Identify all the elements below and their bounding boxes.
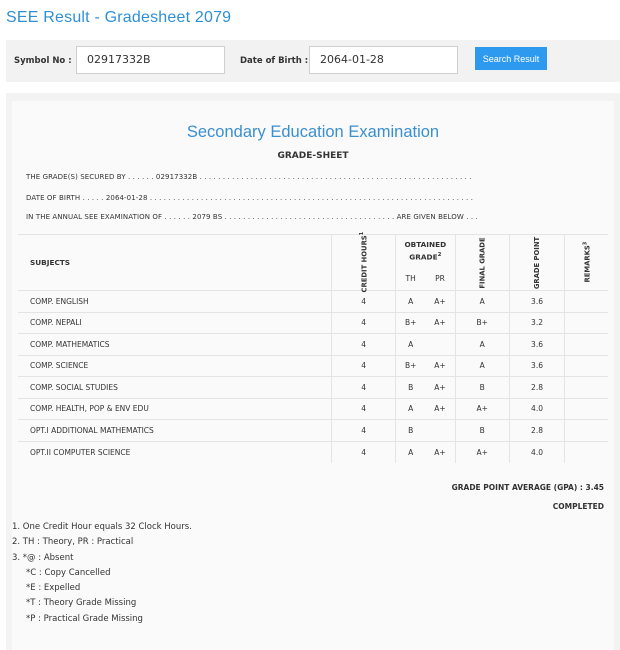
th-grade-cell: A (396, 334, 426, 356)
status-completed: COMPLETED (552, 502, 604, 511)
grade-point-cell: 3.6 (509, 334, 564, 356)
table-row (18, 291, 608, 313)
header-subjects: SUBJECTS (18, 235, 332, 291)
th-grade-cell: B (396, 420, 426, 442)
remarks-cell (565, 291, 608, 313)
header-grade-point: GRADE POINT (509, 235, 564, 291)
header-pr: PR (435, 273, 445, 283)
grade-point-cell: 4.0 (509, 398, 564, 420)
remarks-cell (565, 420, 608, 442)
subject-cell: COMP. HEALTH, POP & ENV EDU (18, 398, 332, 420)
grade-point-cell: 3.6 (509, 291, 564, 313)
header-credit-hours: CREDIT HOURS$^1$ (332, 235, 396, 291)
remarks-cell (565, 441, 608, 463)
credit-hours-cell: 4 (332, 398, 396, 420)
grade-point-cell: 3.6 (509, 355, 564, 377)
pr-grade-cell (425, 420, 455, 442)
grades-table (18, 234, 608, 463)
exam-line: IN THE ANNUAL SEE EXAMINATION OF . . . . . . 2079 BS . . . . . . . . . . . . . . . . . . . . . . . . . . . . . . . . . . . . . ARE GIVEN BELOW . . . (26, 213, 478, 221)
credit-hours-cell: 4 (332, 377, 396, 399)
th-grade-cell: A (396, 291, 426, 313)
footnote-item: *P : Practical Grade Missing (26, 613, 143, 624)
pr-grade-cell (425, 334, 455, 356)
credit-hours-cell: 4 (332, 441, 396, 463)
final-grade-cell: B (455, 377, 509, 399)
footnote-item: 3. *@ : Absent (12, 552, 74, 563)
pr-grade-cell: A+ (425, 441, 455, 463)
footnotes (12, 520, 192, 627)
dob-input[interactable]: 2064-01-28 (309, 46, 458, 74)
page-title: SEE Result - Gradesheet 2079 (6, 9, 232, 26)
remarks-cell (565, 312, 608, 334)
table-row (18, 334, 608, 356)
gpa-text: GRADE POINT AVERAGE (GPA) : 3.45 (451, 483, 604, 492)
final-grade-cell: A (455, 355, 509, 377)
header-remarks: REMARKS$^3$ (565, 235, 608, 291)
dob-line: DATE OF BIRTH . . . . . 2064-01-28 . . . . . . . . . . . . . . . . . . . . . . . . . . . . . . . . . . . . . . . . . . . . . . . . . . . . . . . . . . . . . . . . . . . . . . (26, 194, 474, 202)
exam-title: Secondary Education Examination (186, 123, 440, 141)
subject-cell: COMP. NEPALI (18, 312, 332, 334)
remarks-cell (565, 355, 608, 377)
search-bar (6, 40, 620, 82)
footnote-item: *T : Theory Grade Missing (26, 598, 137, 609)
final-grade-cell: A (455, 291, 509, 313)
remarks-cell (565, 377, 608, 399)
symbol-input[interactable]: 02917332B (76, 46, 225, 74)
final-grade-cell: A+ (455, 398, 509, 420)
final-grade-cell: B+ (455, 312, 509, 334)
header-th: TH (396, 267, 426, 291)
header-obtained-grade: OBTAINED GRADE$^2$ (396, 235, 456, 267)
table-row (18, 377, 608, 399)
final-grade-cell: A (455, 334, 509, 356)
secured-by-line: THE GRADE(S) SECURED BY . . . . . . 02917332B . . . . . . . . . . . . . . . . . . . . . . . . . . . . . . . . . . . . . . . . . . . . . . . . . . . . . . . . . . . (26, 173, 472, 181)
th-grade-cell: B+ (396, 355, 426, 377)
pr-grade-cell: A+ (425, 377, 455, 399)
subject-cell: COMP. ENGLISH (18, 291, 332, 313)
subject-cell: OPT.I ADDITIONAL MATHEMATICS (18, 420, 332, 442)
credit-hours-cell: 4 (332, 420, 396, 442)
table-row (18, 355, 608, 377)
footnote-item: 1. One Credit Hour equals 32 Clock Hours. (12, 522, 192, 532)
th-grade-cell: B+ (396, 312, 426, 334)
grade-point-cell: 2.8 (509, 420, 564, 442)
th-grade-cell: A (396, 398, 426, 420)
subject-cell: COMP. MATHEMATICS (18, 334, 332, 356)
pr-grade-cell: A+ (425, 355, 455, 377)
gradesheet-title: GRADE-SHEET (277, 151, 349, 161)
footnote-item: *C : Copy Cancelled (26, 567, 111, 578)
grade-point-cell: 3.2 (509, 312, 564, 334)
table-row (18, 398, 608, 420)
final-grade-cell: B (455, 420, 509, 442)
subject-cell: COMP. SOCIAL STUDIES (18, 377, 332, 399)
pr-grade-cell: A+ (425, 398, 455, 420)
subject-cell: COMP. SCIENCE (18, 355, 332, 377)
th-grade-cell: A (396, 441, 426, 463)
remarks-cell (565, 334, 608, 356)
credit-hours-cell: 4 (332, 291, 396, 313)
symbol-label: Symbol No : (14, 56, 72, 66)
search-result-button[interactable]: Search Result (475, 47, 547, 70)
pr-grade-cell: A+ (425, 312, 455, 334)
remarks-cell (565, 398, 608, 420)
table-header-row (18, 235, 608, 267)
table-row (18, 441, 608, 463)
final-grade-cell: A+ (455, 441, 509, 463)
footnote-item: 2. TH : Theory, PR : Practical (12, 537, 134, 548)
credit-hours-cell: 4 (332, 312, 396, 334)
credit-hours-cell: 4 (332, 334, 396, 356)
dob-label: Date of Birth : (240, 56, 309, 66)
table-row (18, 312, 608, 334)
th-grade-cell: B (396, 377, 426, 399)
header-final-grade: FINAL GRADE (455, 235, 509, 291)
footnote-item: *E : Expelled (26, 583, 81, 594)
subject-cell: OPT.II COMPUTER SCIENCE (18, 441, 332, 463)
grade-point-cell: 4.0 (509, 441, 564, 463)
credit-hours-cell: 4 (332, 355, 396, 377)
grade-point-cell: 2.8 (509, 377, 564, 399)
pr-grade-cell: A+ (425, 291, 455, 313)
table-row (18, 420, 608, 442)
